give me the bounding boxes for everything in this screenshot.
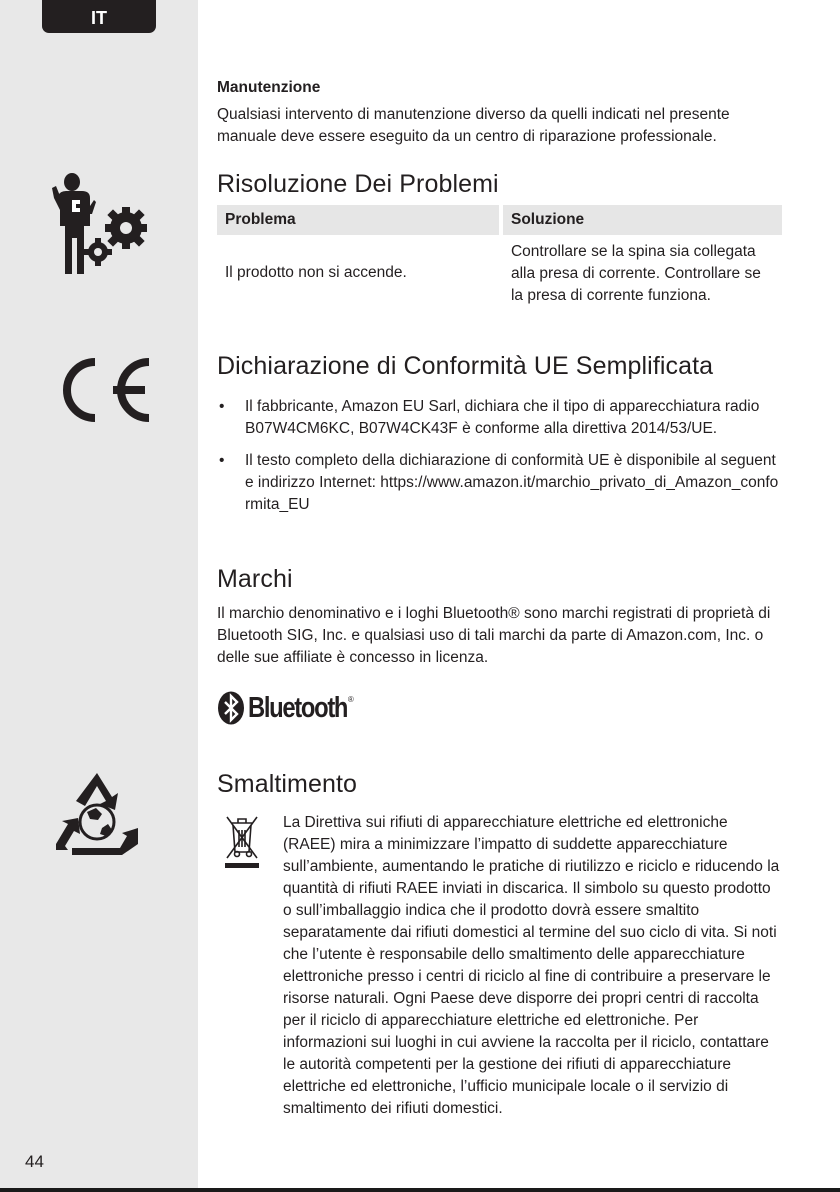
- maintenance-heading: Manutenzione: [217, 79, 321, 96]
- trademarks-text: Il marchio denominativo e i loghi Bluetooth® sono marchi registrati di proprietà di Bluetooth SIG, Inc. e qualsiasi uso di tali marchi da parte di Amazon.com, Inc. o delle sue affiliate è concesso in licenza.: [217, 605, 771, 666]
- table-row: [217, 235, 782, 311]
- column-header-solution: Soluzione: [499, 205, 782, 235]
- problem-cell: Il prodotto non si accende.: [225, 264, 407, 281]
- troubleshooting-icon: [50, 170, 150, 276]
- troubleshooting-table: [217, 205, 782, 311]
- bottom-rule: [0, 1188, 840, 1192]
- disposal-heading: Smaltimento: [217, 770, 358, 798]
- language-tab: IT: [42, 0, 156, 33]
- declaration-list: [217, 396, 783, 526]
- ce-mark-icon: [51, 356, 153, 424]
- recycle-icon: [52, 770, 142, 858]
- list-item: • Il fabbricante, Amazon EU Sarl, dichiara che il tipo di apparecchiatura radio B07W4CM6KC, B07W4CK43F è conforme alla direttiva 2014/53/UE.: [217, 396, 783, 440]
- trademarks-heading: Marchi: [217, 565, 293, 593]
- registered-mark: ®: [347, 694, 354, 704]
- bluetooth-logo: [217, 690, 354, 726]
- weee-bin-icon: [222, 812, 262, 872]
- disposal-text: La Direttiva sui rifiuti di apparecchiature elettriche ed elettroniche (RAEE) mira a minimizzare l’impatto di suddette apparecchiature sull’ambiente, aumentando le pratiche di riutilizzo e riciclo e riducendo la quantità di rifiuti RAEE inviati in discarica. Il simbolo su questo prodotto o sull’imballaggio indica che il prodotto dovrà essere smaltito separatamente dai rifiuti domestici al termine del suo ciclo di vita. Si noti che l’utente è responsabile dello smaltimento delle apparecchiature elettroniche presso i centri di riciclo al fine di contribuire a preservare le risorse naturali. Ogni Paese deve disporre dei propri centri di raccolta per il riciclo di apparecchiature elettriche ed elettroniche. Per informazioni sui luoghi in cui avviene la raccolta per il riciclo, contattare le autorità competenti per la gestione dei rifiuti di apparecchiature elettriche ed elettroniche, l’ufficio municipale locale o il servizio di smaltimento dei rifiuti domestici.: [283, 814, 780, 1117]
- bluetooth-icon: [217, 691, 245, 725]
- page-number: 44: [25, 1152, 44, 1171]
- troubleshooting-heading: Risoluzione Dei Problemi: [217, 170, 499, 198]
- maintenance-text: Qualsiasi intervento di manutenzione diverso da quelli indicati nel presente manuale deve essere eseguito da un centro di riparazione professionale.: [217, 106, 730, 145]
- solution-cell: Controllare se la spina sia collegata alla presa di corrente. Controllare se la presa di corrente funziona.: [499, 235, 782, 311]
- table-header-row: [217, 205, 782, 235]
- bluetooth-wordmark: Bluetooth: [248, 691, 348, 724]
- list-item: • Il testo completo della dichiarazione di conformità UE è disponibile al seguente indirizzo Internet: https://www.amazon.it/marchio_privato_di_Amazon_conformita_EU: [217, 450, 783, 516]
- declaration-heading: Dichiarazione di Conformità UE Semplificata: [217, 352, 714, 380]
- column-header-problem: Problema: [217, 205, 499, 235]
